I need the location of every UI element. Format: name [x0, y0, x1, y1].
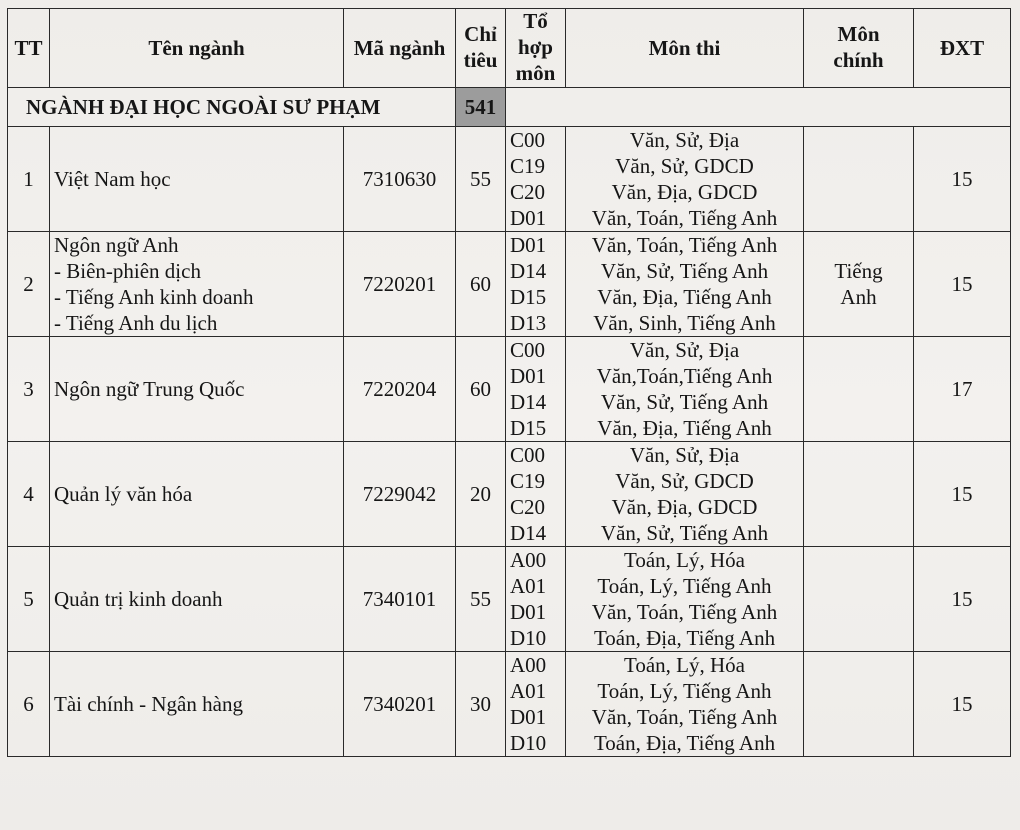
- subject-line: Toán, Lý, Hóa: [624, 548, 745, 572]
- combo-code: C00: [510, 128, 546, 152]
- exam-subjects: [566, 442, 804, 547]
- subject-line: Văn, Địa, Tiếng Anh: [597, 285, 772, 309]
- combo-list: [506, 127, 566, 232]
- combo-code: D14: [510, 390, 547, 414]
- table-row: [8, 232, 1011, 337]
- major-code: 7229042: [344, 442, 456, 547]
- header-quota-line: Chỉ: [464, 22, 497, 46]
- subject-line: Văn, Sử, GDCD: [615, 469, 754, 493]
- admission-score: 15: [914, 232, 1011, 337]
- combo-code: D01: [510, 206, 547, 230]
- header-major-name: Tên ngành: [50, 9, 344, 88]
- admission-score: 15: [914, 127, 1011, 232]
- major-name: [50, 337, 344, 442]
- exam-subjects: [566, 547, 804, 652]
- subject-line: Toán, Địa, Tiếng Anh: [593, 731, 776, 755]
- major-code: 7340101: [344, 547, 456, 652]
- row-index: 1: [8, 127, 50, 232]
- combo-list: [506, 232, 566, 337]
- major-code: 7340201: [344, 652, 456, 757]
- quota: 60: [456, 337, 506, 442]
- subject-line: Toán, Địa, Tiếng Anh: [593, 626, 776, 650]
- combo-code: C00: [510, 338, 546, 362]
- quota: 60: [456, 232, 506, 337]
- header-tt: TT: [8, 9, 50, 88]
- admissions-table: [7, 8, 1011, 757]
- header-subject-combination: [506, 9, 566, 88]
- subject-line: Văn, Sử, Tiếng Anh: [600, 390, 769, 414]
- combo-code: A01: [510, 679, 547, 703]
- header-combo-line: Tổ: [523, 9, 548, 33]
- major-name-line: - Tiếng Anh kinh doanh: [54, 285, 254, 309]
- combo-list: [506, 547, 566, 652]
- subject-line: Toán, Lý, Tiếng Anh: [597, 679, 772, 703]
- main-subject: [804, 337, 914, 442]
- header-major-code: Mã ngành: [344, 9, 456, 88]
- combo-list: [506, 442, 566, 547]
- subject-line: Văn, Địa, GDCD: [611, 180, 758, 204]
- combo-list: [506, 337, 566, 442]
- major-name-line: Ngôn ngữ Trung Quốc: [54, 377, 245, 401]
- section-total-quota: 541: [456, 88, 506, 127]
- admission-score: 15: [914, 652, 1011, 757]
- table-row: [8, 337, 1011, 442]
- header-main-subject: [804, 9, 914, 88]
- combo-code: A00: [510, 653, 547, 677]
- section-title: NGÀNH ĐẠI HỌC NGOÀI SƯ PHẠM: [8, 88, 456, 127]
- combo-code: C20: [510, 180, 546, 204]
- combo-code: D10: [510, 626, 547, 650]
- header-exam-subjects: Môn thi: [566, 9, 804, 88]
- major-name-line: Việt Nam học: [54, 167, 171, 191]
- subject-line: Văn, Sử, Địa: [629, 128, 740, 152]
- exam-subjects: [566, 337, 804, 442]
- quota: 55: [456, 547, 506, 652]
- header-combo-line: hợp: [518, 35, 553, 59]
- combo-code: A00: [510, 548, 547, 572]
- combo-code: D14: [510, 521, 547, 545]
- table-row: [8, 652, 1011, 757]
- admission-score: 15: [914, 547, 1011, 652]
- header-main-line: chính: [833, 48, 884, 72]
- combo-list: [506, 652, 566, 757]
- combo-code: D01: [510, 600, 547, 624]
- combo-code: C00: [510, 443, 546, 467]
- row-index: 6: [8, 652, 50, 757]
- combo-code: D13: [510, 311, 547, 335]
- admission-score: 15: [914, 442, 1011, 547]
- combo-code: D10: [510, 731, 547, 755]
- major-name: [50, 547, 344, 652]
- exam-subjects: [566, 232, 804, 337]
- major-name-line: Ngôn ngữ Anh: [54, 233, 179, 257]
- major-code: 7220201: [344, 232, 456, 337]
- row-index: 2: [8, 232, 50, 337]
- header-quota-line: tiêu: [463, 48, 498, 72]
- quota: 55: [456, 127, 506, 232]
- quota: 30: [456, 652, 506, 757]
- header-combo-line: môn: [515, 61, 556, 85]
- main-subject: [804, 442, 914, 547]
- main-subject-line: Anh: [840, 285, 877, 309]
- table-row: [8, 442, 1011, 547]
- subject-line: Văn, Địa, Tiếng Anh: [597, 416, 772, 440]
- subject-line: Văn, Toán, Tiếng Anh: [591, 705, 778, 729]
- main-subject: [804, 652, 914, 757]
- major-name: [50, 127, 344, 232]
- subject-line: Văn, Sử, Địa: [629, 338, 740, 362]
- header-main-line: Môn: [837, 22, 880, 46]
- combo-code: A01: [510, 574, 547, 598]
- subject-line: Văn, Toán, Tiếng Anh: [591, 206, 778, 230]
- table-row: [8, 547, 1011, 652]
- row-index: 5: [8, 547, 50, 652]
- table-row: [8, 127, 1011, 232]
- subject-line: Toán, Lý, Hóa: [624, 653, 745, 677]
- combo-code: D15: [510, 285, 547, 309]
- combo-code: D15: [510, 416, 547, 440]
- subject-line: Văn, Địa, GDCD: [611, 495, 758, 519]
- subject-line: Văn, Toán, Tiếng Anh: [591, 233, 778, 257]
- subject-line: Văn,Toán,Tiếng Anh: [596, 364, 773, 388]
- row-index: 3: [8, 337, 50, 442]
- combo-code: D01: [510, 705, 547, 729]
- major-name-line: Quản lý văn hóa: [54, 482, 193, 506]
- header-admission-score: ĐXT: [914, 9, 1011, 88]
- header-row: [8, 9, 1011, 88]
- main-subject-line: Tiếng: [834, 259, 883, 283]
- major-name-line: - Biên-phiên dịch: [54, 259, 201, 283]
- admission-score: 17: [914, 337, 1011, 442]
- exam-subjects: [566, 652, 804, 757]
- major-name-line: - Tiếng Anh du lịch: [54, 311, 218, 335]
- subject-line: Văn, Sinh, Tiếng Anh: [593, 311, 776, 335]
- combo-code: C20: [510, 495, 546, 519]
- main-subject: [804, 547, 914, 652]
- combo-code: D01: [510, 233, 547, 257]
- major-name: [50, 652, 344, 757]
- subject-line: Văn, Sử, Địa: [629, 443, 740, 467]
- combo-code: C19: [510, 154, 546, 178]
- main-subject: [804, 232, 914, 337]
- main-subject: [804, 127, 914, 232]
- major-name-line: Quản trị kinh doanh: [54, 587, 223, 611]
- exam-subjects: [566, 127, 804, 232]
- combo-code: C19: [510, 469, 546, 493]
- major-name: [50, 442, 344, 547]
- section-row: [8, 88, 1011, 127]
- combo-code: D14: [510, 259, 547, 283]
- subject-line: Văn, Toán, Tiếng Anh: [591, 600, 778, 624]
- row-index: 4: [8, 442, 50, 547]
- combo-code: D01: [510, 364, 547, 388]
- subject-line: Văn, Sử, Tiếng Anh: [600, 259, 769, 283]
- subject-line: Văn, Sử, GDCD: [615, 154, 754, 178]
- major-name: [50, 232, 344, 337]
- subject-line: Toán, Lý, Tiếng Anh: [597, 574, 772, 598]
- section-empty-cell: [506, 88, 1011, 127]
- major-name-line: Tài chính - Ngân hàng: [54, 692, 243, 716]
- major-code: 7220204: [344, 337, 456, 442]
- subject-line: Văn, Sử, Tiếng Anh: [600, 521, 769, 545]
- quota: 20: [456, 442, 506, 547]
- major-code: 7310630: [344, 127, 456, 232]
- header-quota: [456, 9, 506, 88]
